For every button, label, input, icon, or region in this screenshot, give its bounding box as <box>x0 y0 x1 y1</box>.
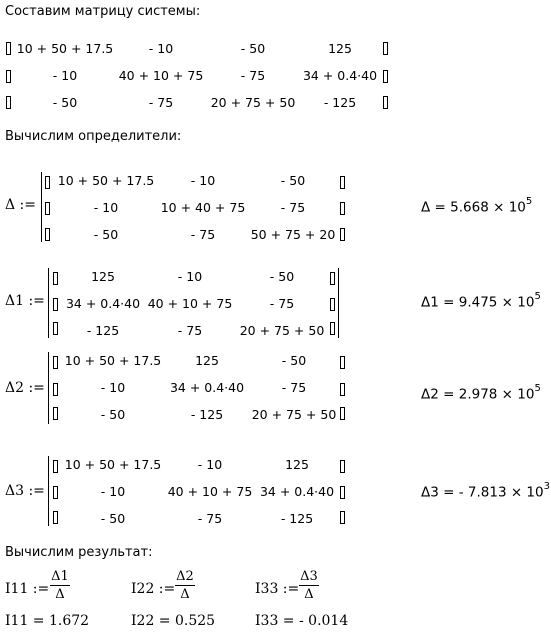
bracket-glyph <box>340 356 345 369</box>
det3-cell: - 10 <box>197 457 223 472</box>
det2-cell: - 50 <box>281 353 307 368</box>
det1-result-value: = 9.475 × 10 <box>443 294 535 311</box>
det-result-value: = 5.668 × 10 <box>434 199 526 216</box>
det-cell: 50 + 75 + 20 <box>250 227 336 242</box>
i22-numerator: Δ2 <box>176 569 194 584</box>
fraction-bar <box>299 585 319 586</box>
i22-denominator: Δ <box>180 587 190 602</box>
det2-result <box>421 385 541 403</box>
bracket-glyph <box>53 486 58 499</box>
bracket-glyph <box>383 96 388 109</box>
matrix-cell: - 50 <box>52 95 78 110</box>
det2-cell: 34 + 0.4·40 <box>169 380 245 395</box>
bracket-glyph <box>340 511 345 524</box>
bracket-glyph <box>53 407 58 420</box>
det1-cell: - 125 <box>86 323 120 338</box>
det1-cell: - 10 <box>177 269 203 284</box>
det-cell: 10 + 40 + 75 <box>160 200 246 215</box>
i11-lhs: I11 := <box>5 581 50 597</box>
bracket-glyph <box>53 298 58 311</box>
heading-system: Составим матрицу системы: <box>5 4 201 19</box>
fraction-bar <box>175 585 195 586</box>
det2-cell: 125 <box>195 353 219 368</box>
det3-cell: 40 + 10 + 75 <box>167 484 253 499</box>
i11-fraction <box>50 569 70 602</box>
bracket-glyph <box>383 42 388 55</box>
det3-result <box>421 483 550 501</box>
i33-lhs: I33 := <box>255 581 300 597</box>
bracket-glyph <box>45 176 50 189</box>
bracket-glyph <box>53 511 58 524</box>
bracket-glyph <box>340 228 345 241</box>
det-cell: - 10 <box>93 200 119 215</box>
det3-cell: - 50 <box>100 511 126 526</box>
matrix-cell: 125 <box>328 41 352 56</box>
fraction-bar <box>50 585 70 586</box>
det-result-exponent: 5 <box>525 196 533 207</box>
i11-denominator: Δ <box>55 587 65 602</box>
heading-determinants: Вычислим определители: <box>5 129 182 144</box>
bracket-glyph <box>45 202 50 215</box>
bracket-glyph <box>53 272 58 285</box>
det2-cell: 20 + 75 + 50 <box>251 407 337 422</box>
bracket-glyph <box>340 176 345 189</box>
det-cell: - 50 <box>93 227 119 242</box>
bracket-glyph <box>383 70 388 83</box>
i22-value: I22 = 0.525 <box>131 613 216 629</box>
det3-bar-left <box>48 456 49 526</box>
matrix-cell: 20 + 75 + 50 <box>210 95 296 110</box>
bracket-glyph <box>6 70 11 83</box>
det2-result-name: Δ2 <box>421 386 439 403</box>
bracket-glyph <box>53 356 58 369</box>
matrix-cell: - 75 <box>240 68 266 83</box>
matrix-cell: - 125 <box>323 95 357 110</box>
det3-result-value: = - 7.813 × 10 <box>443 484 544 501</box>
matrix-cell: - 10 <box>52 68 78 83</box>
det1-cell: - 50 <box>269 269 295 284</box>
i33-numerator: Δ3 <box>300 569 318 584</box>
det2-cell: - 10 <box>100 380 126 395</box>
det1-cell: 34 + 0.4·40 <box>65 296 141 311</box>
det2-cell: - 75 <box>281 380 307 395</box>
det3-cell: 10 + 50 + 17.5 <box>64 457 162 472</box>
matrix-cell: - 75 <box>148 95 174 110</box>
bracket-glyph <box>330 322 335 335</box>
det2-bar-left <box>48 352 49 424</box>
det3-result-name: Δ3 <box>421 484 439 501</box>
bracket-glyph <box>340 486 345 499</box>
bracket-glyph <box>6 42 11 55</box>
det-label: Δ := <box>5 197 37 213</box>
matrix-cell: 34 + 0.4·40 <box>302 68 378 83</box>
i33-fraction <box>299 569 319 602</box>
matrix-cell: 40 + 10 + 75 <box>118 68 204 83</box>
det3-cell: 125 <box>285 457 309 472</box>
i22-lhs: I22 := <box>131 581 176 597</box>
det1-cell: - 75 <box>269 296 295 311</box>
det3-cell: - 75 <box>197 511 223 526</box>
det2-label: Δ2 := <box>5 380 45 396</box>
det-cell: - 10 <box>190 173 216 188</box>
bracket-glyph <box>6 96 11 109</box>
matrix-cell: 10 + 50 + 17.5 <box>16 41 114 56</box>
i33-value: I33 = - 0.014 <box>255 613 349 629</box>
det-result <box>421 198 532 216</box>
det2-cell: - 125 <box>190 407 224 422</box>
i11-value: I11 = 1.672 <box>5 613 90 629</box>
bracket-glyph <box>340 407 345 420</box>
bracket-glyph <box>45 228 50 241</box>
det3-label: Δ3 := <box>5 483 45 499</box>
det-bar-left <box>41 172 42 242</box>
i11-numerator: Δ1 <box>51 569 69 584</box>
det2-cell: 10 + 50 + 17.5 <box>64 353 162 368</box>
det1-label: Δ1 := <box>5 293 45 309</box>
det1-result-name: Δ1 <box>421 294 439 311</box>
det3-result-exponent: 3 <box>543 481 550 492</box>
bracket-glyph <box>330 298 335 311</box>
det1-result-exponent: 5 <box>534 291 541 302</box>
i22-fraction <box>175 569 195 602</box>
bracket-glyph <box>53 322 58 335</box>
det1-cell: 125 <box>91 269 115 284</box>
det1-result <box>421 293 541 311</box>
i33-denominator: Δ <box>304 587 314 602</box>
matrix-cell: - 50 <box>240 41 266 56</box>
heading-result: Вычислим результат: <box>5 545 153 560</box>
det1-cell: 40 + 10 + 75 <box>147 296 233 311</box>
det3-cell: 34 + 0.4·40 <box>259 484 335 499</box>
det2-result-exponent: 5 <box>534 383 541 394</box>
matrix-cell: - 10 <box>148 41 174 56</box>
det2-result-value: = 2.978 × 10 <box>443 386 535 403</box>
det-cell: 10 + 50 + 17.5 <box>57 173 155 188</box>
det2-cell: - 50 <box>100 407 126 422</box>
det-result-name: Δ <box>421 199 431 216</box>
det3-cell: - 125 <box>280 511 314 526</box>
det-cell: - 75 <box>280 200 306 215</box>
det-cell: - 50 <box>280 173 306 188</box>
bracket-glyph <box>340 460 345 473</box>
bracket-glyph <box>330 272 335 285</box>
det1-cell: - 75 <box>177 323 203 338</box>
bracket-glyph <box>53 460 58 473</box>
bracket-glyph <box>340 202 345 215</box>
bracket-glyph <box>340 383 345 396</box>
det-cell: - 75 <box>190 227 216 242</box>
det1-bar-left <box>48 268 49 338</box>
det1-bar-right <box>338 268 339 338</box>
bracket-glyph <box>53 383 58 396</box>
det3-cell: - 10 <box>100 484 126 499</box>
det1-cell: 20 + 75 + 50 <box>239 323 325 338</box>
